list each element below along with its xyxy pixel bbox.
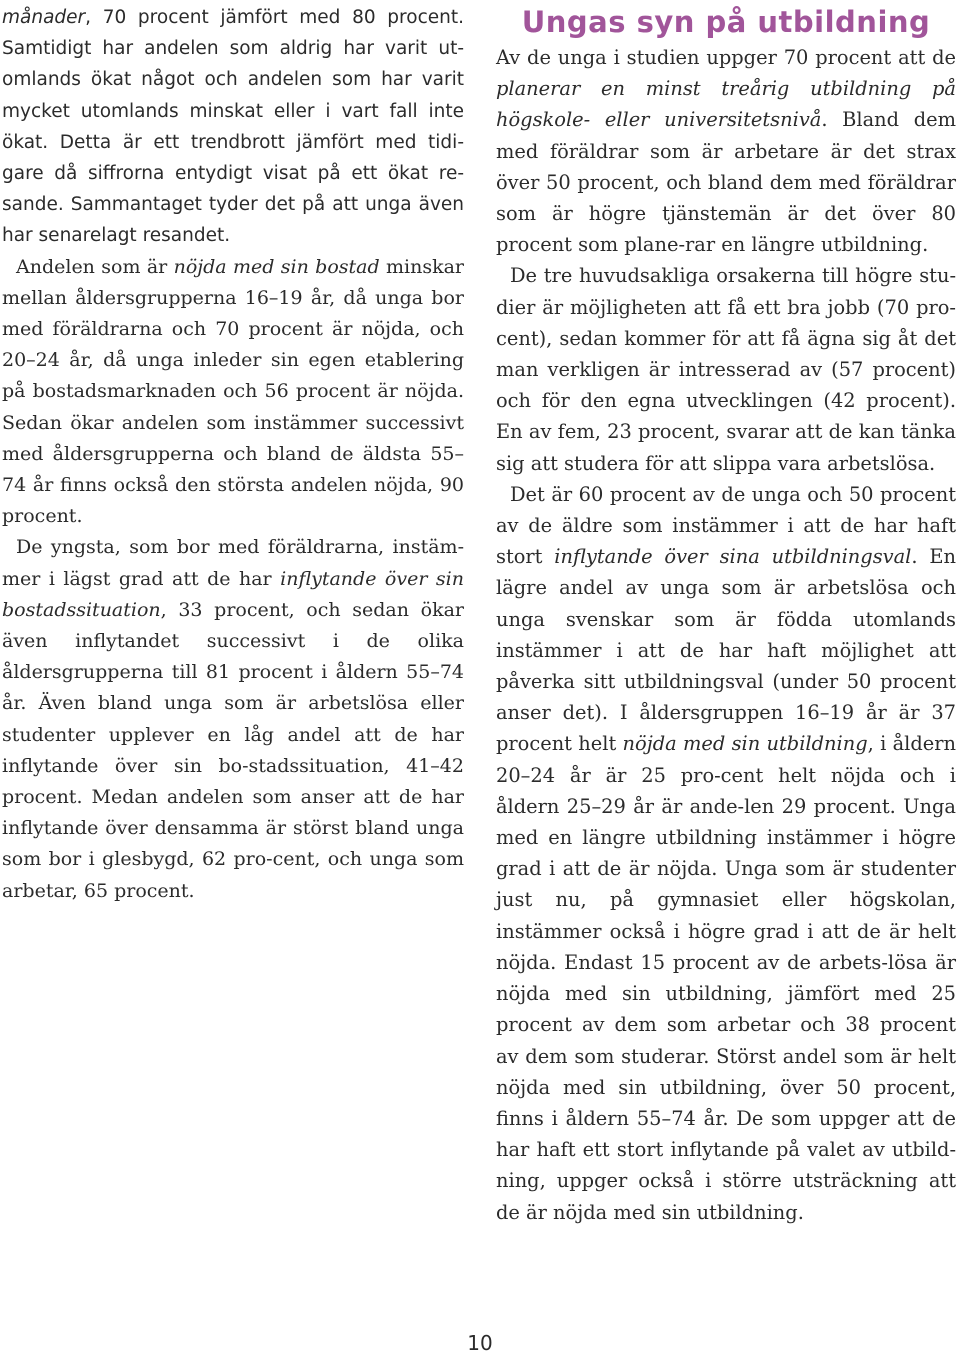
paragraph-housing-satisfaction-lead: Andelen som är: [16, 255, 174, 278]
paragraph-education-plans-italic: planerar en minst treårig utbildning på högskole- eller universitetsnivå: [496, 77, 956, 132]
paragraph-housing-satisfaction-italic: nöjda med sin bostad: [173, 255, 380, 278]
paragraph-travel: [2, 2, 464, 252]
paragraph-education-influence: [496, 479, 956, 1228]
paragraph-education-influence-lead: Det är 60 procent av de unga och 50 procent av de äldre som instämmer i att de har haft stort: [496, 482, 956, 569]
paragraph-travel-text: , 70 procent jämfört med 80 procent. Samtidigt har andelen som aldrig har varit ut-omlands ökat något och andelen som har varit mycket utomlands minskat eller i vart fall inte ökat. Detta är ett trendbrott jämfört med tidi-gare då siffrorna entydigt visat på ett ökat re-sande. Sammantaget tyder det på att unga även har senarelagt resandet.: [2, 7, 464, 247]
left-column: [2, 0, 464, 907]
paragraph-education-plans: [496, 42, 956, 260]
paragraph-study-reasons-text: De tre huvudsakliga orsakerna till högre stu-dier är möjligheten att få ett bra jobb (70 pro-cent), sedan kommer för att få ägna sig åt det man verkligen är intresserad av (57 procent) och för den egna utvecklingen (42 procent). En av fem, 23 procent, svarar att de kan tänka sig att studera för att slippa vara arbetslösa.: [496, 264, 956, 475]
right-column: [496, 0, 956, 1228]
paragraph-housing-influence-italic: inflytande över sin bostadssituation: [2, 567, 464, 621]
paragraph-study-reasons: [496, 260, 956, 478]
paragraph-education-influence-text: , i åldern 20–24 år är 25 pro-cent helt nöjda och i åldern 25–29 år är ande-len 29 procent. Unga med en längre utbildning instämmer i högre grad i att de är nöjda. Unga som är studenter just nu, på gymnasiet eller högskolan, instämmer också i högre grad i att de är helt nöjda. Endast 15 procent av de arbets-lösa är nöjda med sin utbildning, jämfört med 25 procent av dem som arbetar och 38 procent av dem som studerar. Störst andel som är helt nöjda med sin utbildning, över 50 procent, finns i åldern 55–74 år. De som uppger att de har haft ett stort inflytande på valet av utbild-ning, uppger också i större utsträckning att de är nöjda med sin utbildning.: [496, 732, 957, 1224]
paragraph-education-influence-mid: . En lägre andel av unga som är arbetslösa och unga svenskar som är födda utomlands instämmer i att de har haft möjlighet att påverka sitt utbildningsval (under 50 procent anser det). I åldersgruppen 16–19 år är 37 procent helt: [496, 545, 956, 756]
paragraph-housing-influence-lead: De yngsta, som bor med föräldrarna, instäm-mer i lägst grad att de har: [2, 536, 464, 590]
paragraph-housing-influence: [2, 532, 464, 906]
paragraph-education-influence-italic-2: nöjda med sin utbildning: [622, 732, 868, 756]
paragraph-housing-satisfaction-text: minskar mellan åldersgrupperna 16–19 år, då unga bor med föräldrarna och 70 procent är nöjda, och 20–24 år, då unga inleder sin egen etablering på bostadsmarknaden och 56 procent är nöjda. Sedan ökar andelen som instämmer successivt med åldersgrupperna och bland de äldsta 55–74 år finns också den största andelen nöjda, 90 procent.: [2, 255, 464, 528]
paragraph-education-plans-lead: Av de unga i studien uppger 70 procent att de: [496, 46, 956, 69]
paragraph-education-plans-text: . Bland dem med föräldrar som är arbetare är det strax över 50 procent, och bland dem med föräldrar som är högre tjänstemän är det över 80 procent som plane-rar en längre utbildning.: [496, 108, 956, 257]
paragraph-travel-italic: månader: [2, 7, 86, 28]
section-heading: Ungas syn på utbildning: [521, 5, 931, 39]
paragraph-housing-satisfaction: [2, 252, 464, 533]
paragraph-housing-influence-text: , 33 procent, och sedan ökar även inflytandet successivt i de olika åldersgrupperna till 81 procent i åldern 55–74 år. Även bland unga som är arbetslösa eller studenter upplever en låg andel att de har inflytande över sin bo-stadssituation, 41–42 procent. Medan andelen som anser att de har inflytande över densamma är störst bland unga som bor i glesbygd, 62 pro-cent, och unga som arbetar, 65 procent.: [2, 598, 464, 902]
paragraph-education-influence-italic-1: inflytande över sina utbildningsval: [554, 545, 912, 569]
page-number: 10: [467, 1331, 493, 1355]
